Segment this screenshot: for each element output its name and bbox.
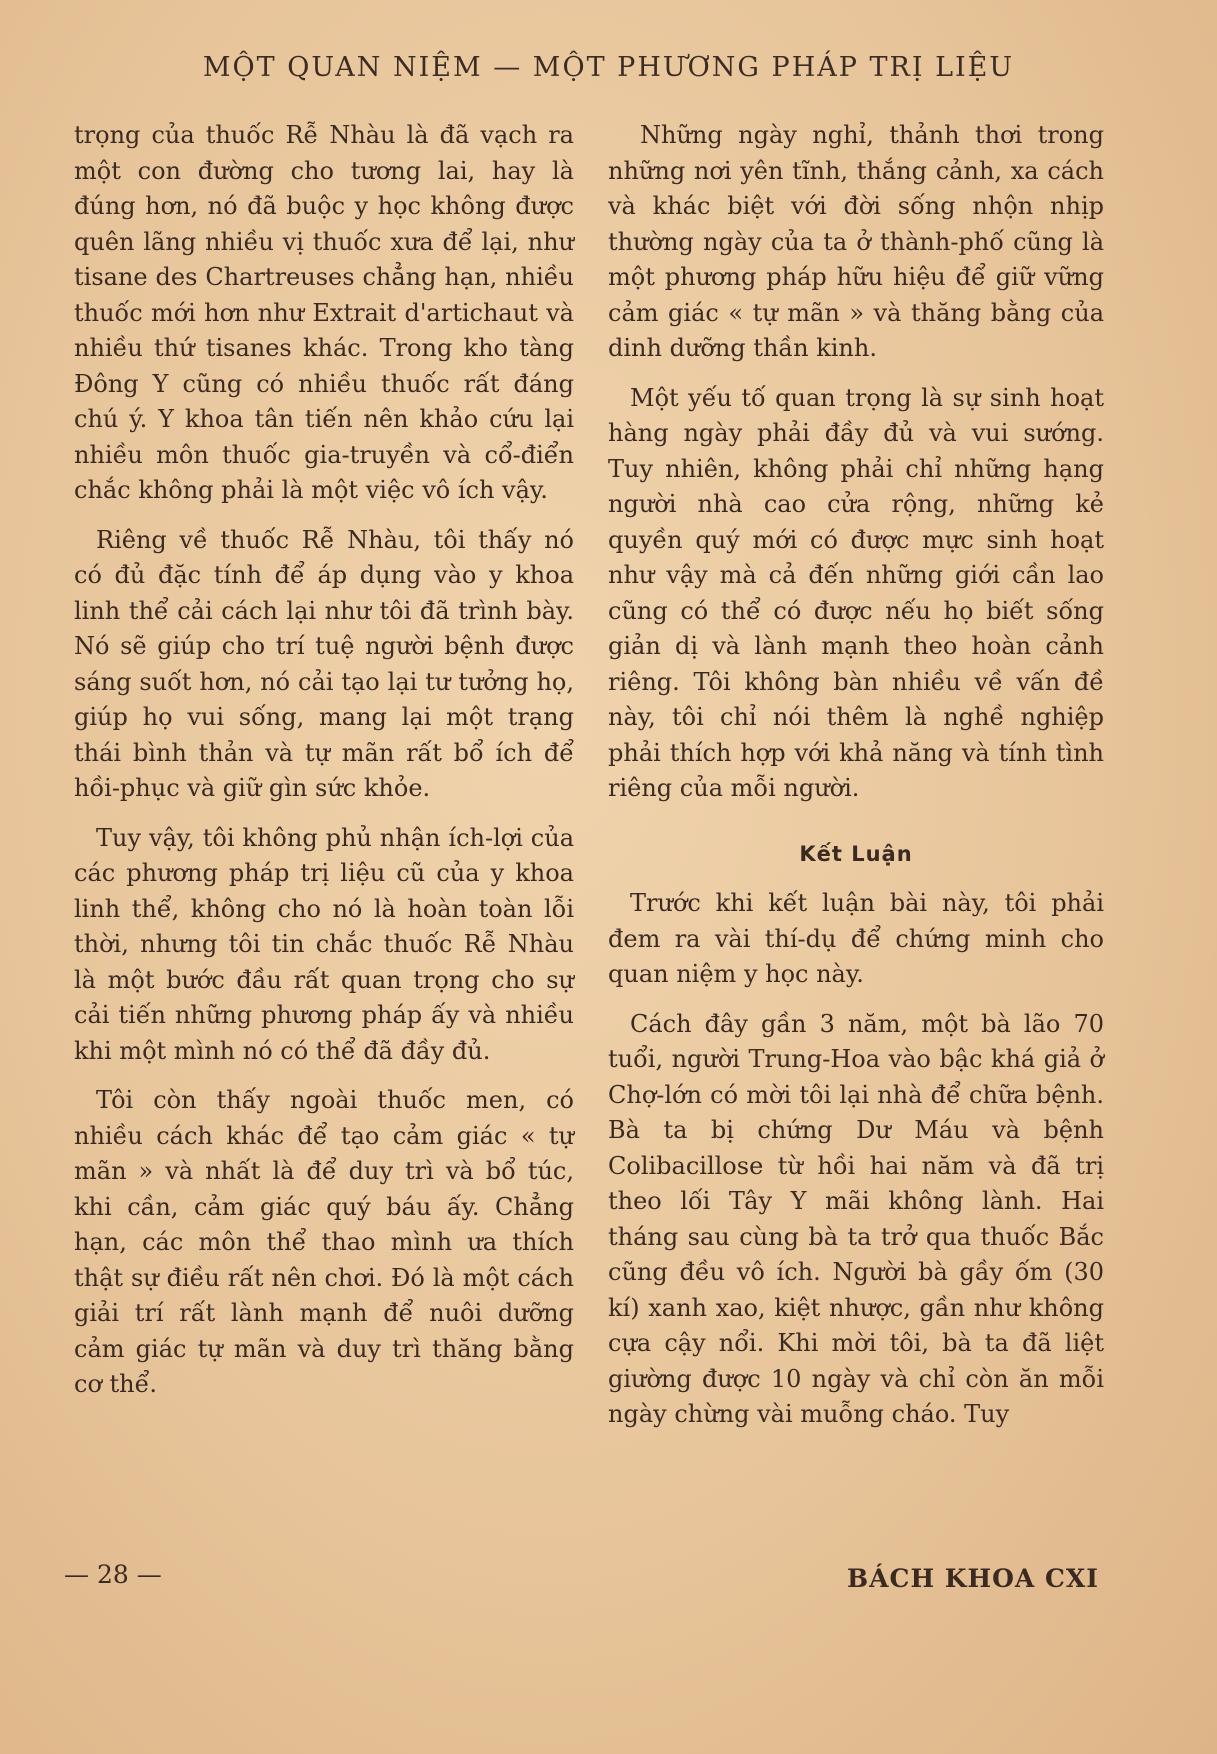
section-heading: Kết Luận — [799, 841, 913, 866]
left-paragraph-3: Tuy vậy, tôi không phủ nhận ích-lợi của các phương pháp trị liệu cũ của y khoa linh thể, không cho nó là hoàn toàn lỗi thời, nhưng tôi tin chắc thuốc Rễ Nhàu là một bước đầu rất quan trọng cho sự cải tiến những phương pháp ấy và nhiều khi một mình nó có thể đã đầy đủ. — [74, 823, 574, 1065]
page-number: — 28 — — [64, 1560, 162, 1589]
left-paragraph-2: Riêng về thuốc Rễ Nhàu, tôi thấy nó có đủ đặc tính để áp dụng vào y khoa linh thể cải cách lại như tôi đã trình bày. Nó sẽ giúp cho trí tuệ người bệnh được sáng suốt hơn, nó cải tạo lại tư tưởng họ, giúp họ vui sống, mang lại một trạng thái bình thản và tự mãn rất bổ ích để hồi-phục và giữ gìn sức khỏe. — [74, 525, 574, 802]
right-column — [608, 118, 1104, 1447]
right-paragraph-3: Trước khi kết luận bài này, tôi phải đem ra vài thí-dụ để chứng minh cho quan niệm y học này. — [608, 889, 1104, 988]
left-column — [74, 118, 574, 1417]
running-header: MỘT QUAN NIỆM — MỘT PHƯƠNG PHÁP TRỊ LIỆU — [202, 52, 1015, 83]
right-paragraph-2: Một yếu tố quan trọng là sự sinh hoạt hàng ngày phải đầy đủ và vui sướng. Tuy nhiên, không phải chỉ những hạng người nhà cao cửa rộng, những kẻ quyền quý mới có được mực sinh hoạt như vậy mà cả đến những giới cần lao cũng có thể có được nếu họ biết sống giản dị và lành mạnh theo hoàn cảnh riêng. Tôi không bàn nhiều về vấn đề này, tôi chỉ nói thêm là nghề nghiệp phải thích hợp với khả năng và tính tình riêng của mỗi người. — [608, 383, 1104, 802]
right-paragraph-4: Cách đây gần 3 năm, một bà lão 70 tuổi, người Trung-Hoa vào bậc khá giả ở Chợ-lớn có mời tôi lại nhà để chữa bệnh. Bà ta bị chứng Dư Máu và bệnh Colibacillose từ hồi hai năm và đã trị theo lối Tây Y mãi không lành. Hai tháng sau cùng bà ta trở qua thuốc Bắc cũng đều vô ích. Người bà gầy ốm (30 kí) xanh xao, kiệt nhược, gần như không cựa cậy nổi. Khi mời tôi, bà ta đã liệt giường được 10 ngày và chỉ còn ăn mỗi ngày chừng vài muỗng cháo. Tuy — [608, 1009, 1104, 1428]
journal-name: BÁCH KHOA CXI — [847, 1564, 1099, 1593]
left-paragraph-1: trọng của thuốc Rễ Nhàu là đã vạch ra một con đường cho tương lai, hay là đúng hơn, nó đã buộc y học không được quên lãng nhiều vị thuốc xưa để lại, như tisane des Chartreuses chẳng hạn, nhiều thuốc mới hơn như Extrait d'artichaut và nhiều thứ tisanes khác. Trong kho tàng Đông Y cũng có nhiều thuốc rất đáng chú ý. Y khoa tân tiến nên khảo cứu lại nhiều môn thuốc gia-truyền và cổ-điển chắc không phải là một việc vô ích vậy. — [74, 121, 574, 504]
left-paragraph-4: Tôi còn thấy ngoài thuốc men, có nhiều cách khác để tạo cảm giác « tự mãn » và nhất là để duy trì và bổ túc, khi cần, cảm giác quý báu ấy. Chẳng hạn, các môn thể thao mình ưa thích thật sự điều rất nên chơi. Đó là một cách giải trí rất lành mạnh để nuôi dưỡng cảm giác tự mãn và duy trì thăng bằng cơ thể. — [74, 1086, 574, 1398]
right-paragraph-1: Những ngày nghỉ, thảnh thơi trong những nơi yên tĩnh, thắng cảnh, xa cách và khác biệt với đời sống nhộn nhịp thường ngày của ta ở thành-phố cũng là một phương pháp hữu hiệu để giữ vững cảm giác « tự mãn » và thăng bằng của dinh dưỡng thần kinh. — [608, 121, 1104, 362]
